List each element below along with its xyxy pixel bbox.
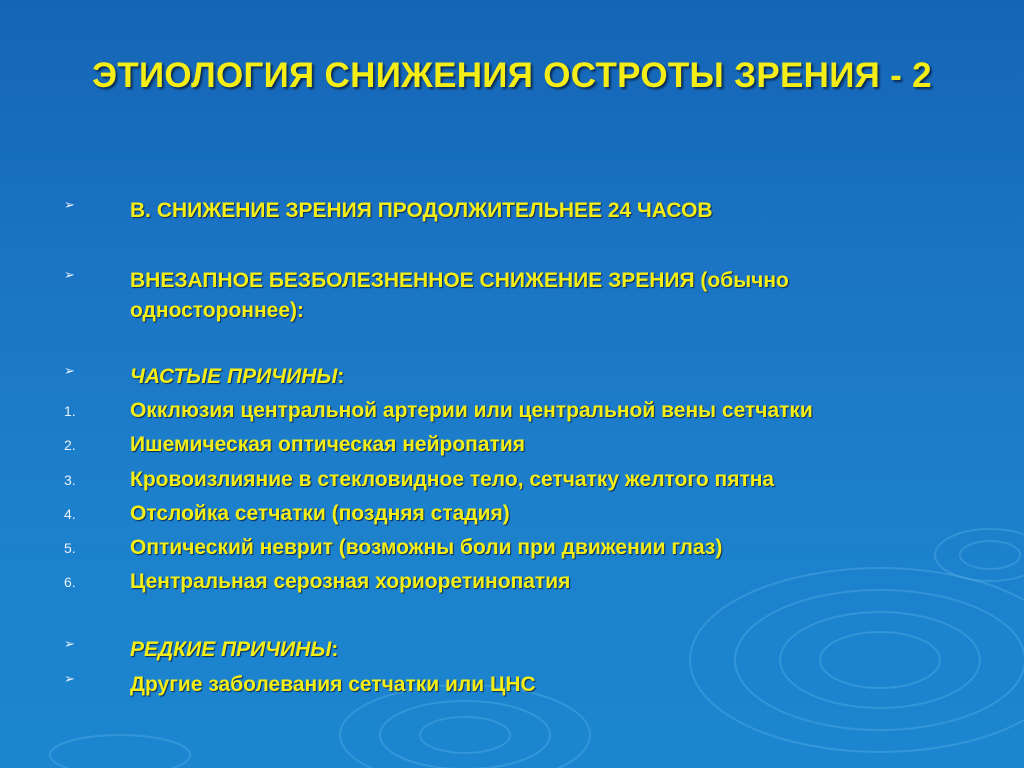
list-item [0, 396, 1024, 430]
bullet-arrow-icon: ➢ [64, 363, 75, 378]
list-item-text [130, 635, 990, 665]
section-heading-frequent: ЧАСТЫЕ ПРИЧИНЫ [130, 365, 338, 388]
list-item-text: Другие заболевания сетчатки или ЦНС [130, 673, 536, 696]
list-item [0, 196, 1024, 230]
bullet-arrow-icon: ➢ [64, 671, 75, 686]
list-item-text: Кровоизлияние в стекловидное тело, сетчатку желтого пятна [130, 468, 775, 491]
slide-title: ЭТИОЛОГИЯ СНИЖЕНИЯ ОСТРОТЫ ЗРЕНИЯ - 2 [92, 56, 932, 95]
list-item-text: Ишемическая оптическая нейропатия [130, 433, 525, 456]
bullet-arrow-icon: ➢ [64, 267, 75, 282]
list-number: 5. [64, 540, 76, 556]
list-number: 6. [64, 574, 76, 590]
bullet-arrow-icon: ➢ [64, 636, 75, 651]
list-item-text: ВНЕЗАПНОЕ БЕЗБОЛЕЗНЕННОЕ СНИЖЕНИЕ ЗРЕНИЯ (обычно одностороннее): [130, 269, 789, 322]
list-item [0, 465, 1024, 499]
list-item-text [130, 362, 990, 392]
list-item-text: В. СНИЖЕНИЕ ЗРЕНИЯ ПРОДОЛЖИТЕЛЬНЕЕ 24 ЧАСОВ [130, 199, 713, 222]
list-item [0, 533, 1024, 567]
list-item-text: Окклюзия центральной артерии или центральной вены сетчатки [130, 399, 813, 422]
list-number: 4. [64, 506, 76, 522]
list-item-text: Центральная серозная хориоретинопатия [130, 570, 571, 593]
list-item [0, 266, 1024, 330]
list-item [0, 567, 1024, 601]
list-item [0, 499, 1024, 533]
list-item-text: Отслойка сетчатки (поздняя стадия) [130, 502, 510, 525]
bullet-arrow-icon: ➢ [64, 197, 75, 212]
list-item-text: Оптический неврит (возможны боли при движении глаз) [130, 536, 723, 559]
heading-colon: : [331, 638, 339, 661]
list-item [0, 670, 1024, 704]
list-item [0, 362, 1024, 396]
heading-colon: : [337, 365, 345, 388]
list-item [0, 635, 1024, 669]
list-item [0, 430, 1024, 464]
section-heading-rare: РЕДКИЕ ПРИЧИНЫ [130, 638, 332, 661]
list-number: 2. [64, 437, 76, 453]
list-number: 3. [64, 472, 76, 488]
list-number: 1. [64, 403, 76, 419]
